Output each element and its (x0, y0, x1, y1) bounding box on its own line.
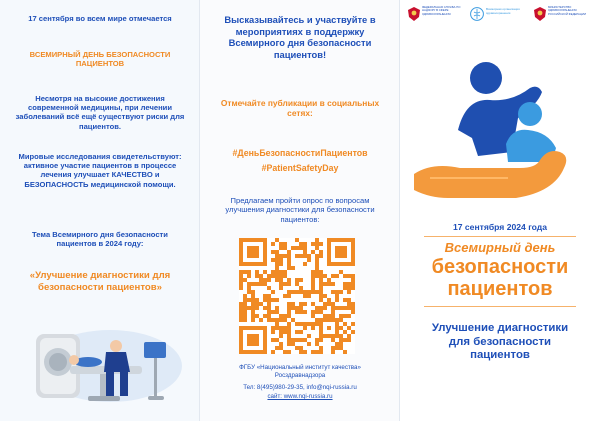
date-line: 17 сентября во всем мире отмечается (28, 14, 172, 23)
survey-text: Предлагаем пройти опрос по вопросам улучшения диагностики для безопасности пациентов: (225, 196, 375, 224)
org-name: ФГБУ «Национальный институт качества» Росздравнадзора (239, 364, 361, 379)
subtitle: Улучшение диагностики для безопасности пациентов (431, 322, 569, 362)
title-line-3: пациентов (447, 278, 553, 300)
event-name: ВСЕМИРНЫЙ ДЕНЬ БЕЗОПАСНОСТИ ПАЦИЕНТОВ (29, 50, 171, 69)
mark-publications: Отмечайте публикации в социальных сетях: (220, 98, 380, 119)
right-panel (400, 0, 600, 421)
middle-panel (200, 0, 400, 421)
logo-who: Всемирная организация здравоохранения (470, 6, 528, 22)
logo-roszdravnadzor: ФЕДЕРАЛЬНАЯ СЛУЖБА ПО НАДЗОРУ В СФЕРЕ ЗДРАВООХРАНЕНИЯ (408, 6, 464, 22)
child-head-icon (518, 102, 542, 126)
adult-head-icon (470, 62, 502, 94)
who-emblem-icon (470, 7, 484, 21)
left-panel (0, 0, 200, 421)
call-to-action: Высказывайтесь и участвуйте в мероприятиях в поддержку Всемирного дня безопасности пациентов! (224, 14, 376, 60)
site-link[interactable]: сайт: www.nqi-russia.ru (267, 393, 333, 400)
logo-minzdrav: МИНИСТЕРСТВО ЗДРАВООХРАНЕНИЯ РОССИЙСКОЙ ФЕДЕРАЦИИ (534, 6, 596, 22)
emblem-icon (408, 7, 420, 21)
patient-safety-illustration (408, 52, 594, 214)
survey-qr-code[interactable] (239, 238, 355, 354)
paragraph-1: Несмотря на высокие достижения современной медицины, при лечении заболеваний всё ещё существуют риски для пациентов. (15, 94, 185, 131)
date-divider (424, 236, 576, 237)
title-line-1: Всемирный день (444, 240, 556, 255)
contact-phone[interactable]: Тел: 8(495)980-29-35, info@nqi-russia.ru (243, 384, 357, 391)
hashtag-ru[interactable]: #ДеньБезопасностиПациентов (232, 148, 368, 158)
caring-hand-icon (414, 151, 566, 198)
theme-intro: Тема Всемирного дня безопасности пациентов в 2024 году: (32, 230, 168, 249)
paragraph-2: Мировые исследования свидетельствуют: активное участие пациентов в процессе лечения улучшает КАЧЕСТВО и БЕЗОПАСНОСТЬ медицинской помощи. (18, 152, 182, 189)
event-date: 17 сентября 2024 года (452, 222, 548, 232)
theme-quote: «Улучшение диагностики для безопасности пациентов» (29, 270, 171, 293)
title-line-2: безопасности (431, 256, 569, 278)
hashtag-en[interactable]: #PatientSafetyDay (261, 163, 339, 173)
ct-scanner-illustration (18, 312, 186, 412)
emblem-icon (534, 7, 546, 21)
title-divider (424, 306, 576, 307)
